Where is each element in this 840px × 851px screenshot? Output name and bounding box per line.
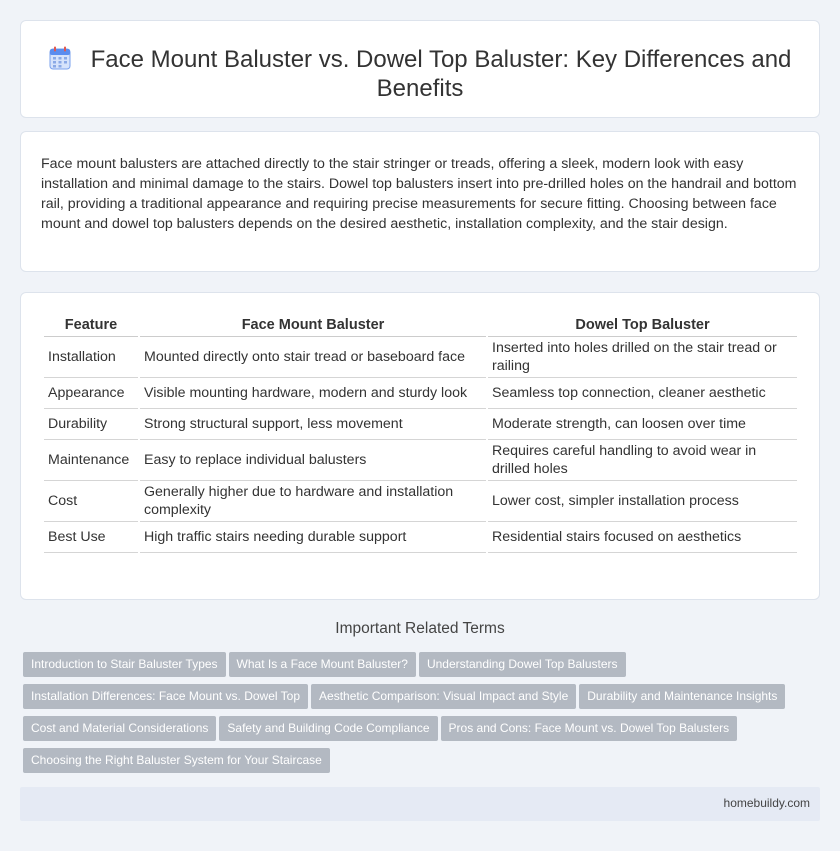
dowel-top-cell: Inserted into holes drilled on the stair tread or railing xyxy=(488,337,797,378)
dowel-top-cell: Lower cost, simpler installation process xyxy=(488,481,797,522)
header-dowel-top: Dowel Top Baluster xyxy=(488,313,797,337)
comparison-card xyxy=(20,292,820,600)
dowel-top-cell: Requires careful handling to avoid wear in drilled holes xyxy=(488,440,797,481)
table-row xyxy=(44,522,797,553)
table-row xyxy=(44,337,797,378)
feature-cell: Cost xyxy=(44,481,138,522)
related-terms-tags xyxy=(23,652,823,780)
dowel-top-cell: Moderate strength, can loosen over time xyxy=(488,409,797,440)
table-row xyxy=(44,378,797,409)
comparison-table xyxy=(42,313,799,553)
related-terms-title: Important Related Terms xyxy=(335,620,505,637)
related-tag[interactable]: Aesthetic Comparison: Visual Impact and Style xyxy=(311,684,576,709)
related-tag[interactable]: Choosing the Right Baluster System for Your Staircase xyxy=(23,748,330,773)
table-header-row xyxy=(44,313,797,337)
face-mount-cell: Easy to replace individual balusters xyxy=(140,440,486,481)
related-tag[interactable]: What Is a Face Mount Baluster? xyxy=(229,652,416,677)
intro-card xyxy=(20,131,820,272)
title-card xyxy=(20,20,820,118)
feature-cell: Appearance xyxy=(44,378,138,409)
related-tag[interactable]: Understanding Dowel Top Balusters xyxy=(419,652,626,677)
related-tag[interactable]: Cost and Material Considerations xyxy=(23,716,216,741)
face-mount-cell: Strong structural support, less movement xyxy=(140,409,486,440)
face-mount-cell: Mounted directly onto stair tread or baseboard face xyxy=(140,337,486,378)
face-mount-cell: High traffic stairs needing durable support xyxy=(140,522,486,553)
related-tag[interactable]: Durability and Maintenance Insights xyxy=(579,684,785,709)
related-tag[interactable]: Installation Differences: Face Mount vs. Dowel Top xyxy=(23,684,308,709)
table-row xyxy=(44,440,797,481)
table-row xyxy=(44,409,797,440)
page-title xyxy=(21,45,819,103)
table-row xyxy=(44,481,797,522)
header-face-mount: Face Mount Baluster xyxy=(140,313,486,337)
related-tag[interactable]: Pros and Cons: Face Mount vs. Dowel Top Balusters xyxy=(441,716,738,741)
footer-site-link[interactable]: homebuildy.com xyxy=(723,796,810,810)
related-tag[interactable]: Safety and Building Code Compliance xyxy=(219,716,437,741)
feature-cell: Installation xyxy=(44,337,138,378)
related-tag[interactable]: Introduction to Stair Baluster Types xyxy=(23,652,226,677)
footer xyxy=(20,787,820,821)
header-feature: Feature xyxy=(44,313,138,337)
face-mount-cell: Visible mounting hardware, modern and sturdy look xyxy=(140,378,486,409)
dowel-top-cell: Residential stairs focused on aesthetics xyxy=(488,522,797,553)
calendar-icon xyxy=(49,46,71,70)
feature-cell: Maintenance xyxy=(44,440,138,481)
page-title-text: Face Mount Baluster vs. Dowel Top Baluster: Key Differences and Benefits xyxy=(90,46,792,102)
feature-cell: Best Use xyxy=(44,522,138,553)
dowel-top-cell: Seamless top connection, cleaner aesthetic xyxy=(488,378,797,409)
face-mount-cell: Generally higher due to hardware and installation complexity xyxy=(140,481,486,522)
feature-cell: Durability xyxy=(44,409,138,440)
intro-paragraph: Face mount balusters are attached directly to the stair stringer or treads, offering a sleek, modern look with easy installation and minimal damage to the stairs. Dowel top balusters insert into pre-drilled holes on the handrail and bottom rail, providing a traditional appearance and requiring precise measurements for secure fitting. Choosing between face mount and dowel top balusters depends on the desired aesthetic, installation complexity, and the stair design. xyxy=(41,156,797,232)
